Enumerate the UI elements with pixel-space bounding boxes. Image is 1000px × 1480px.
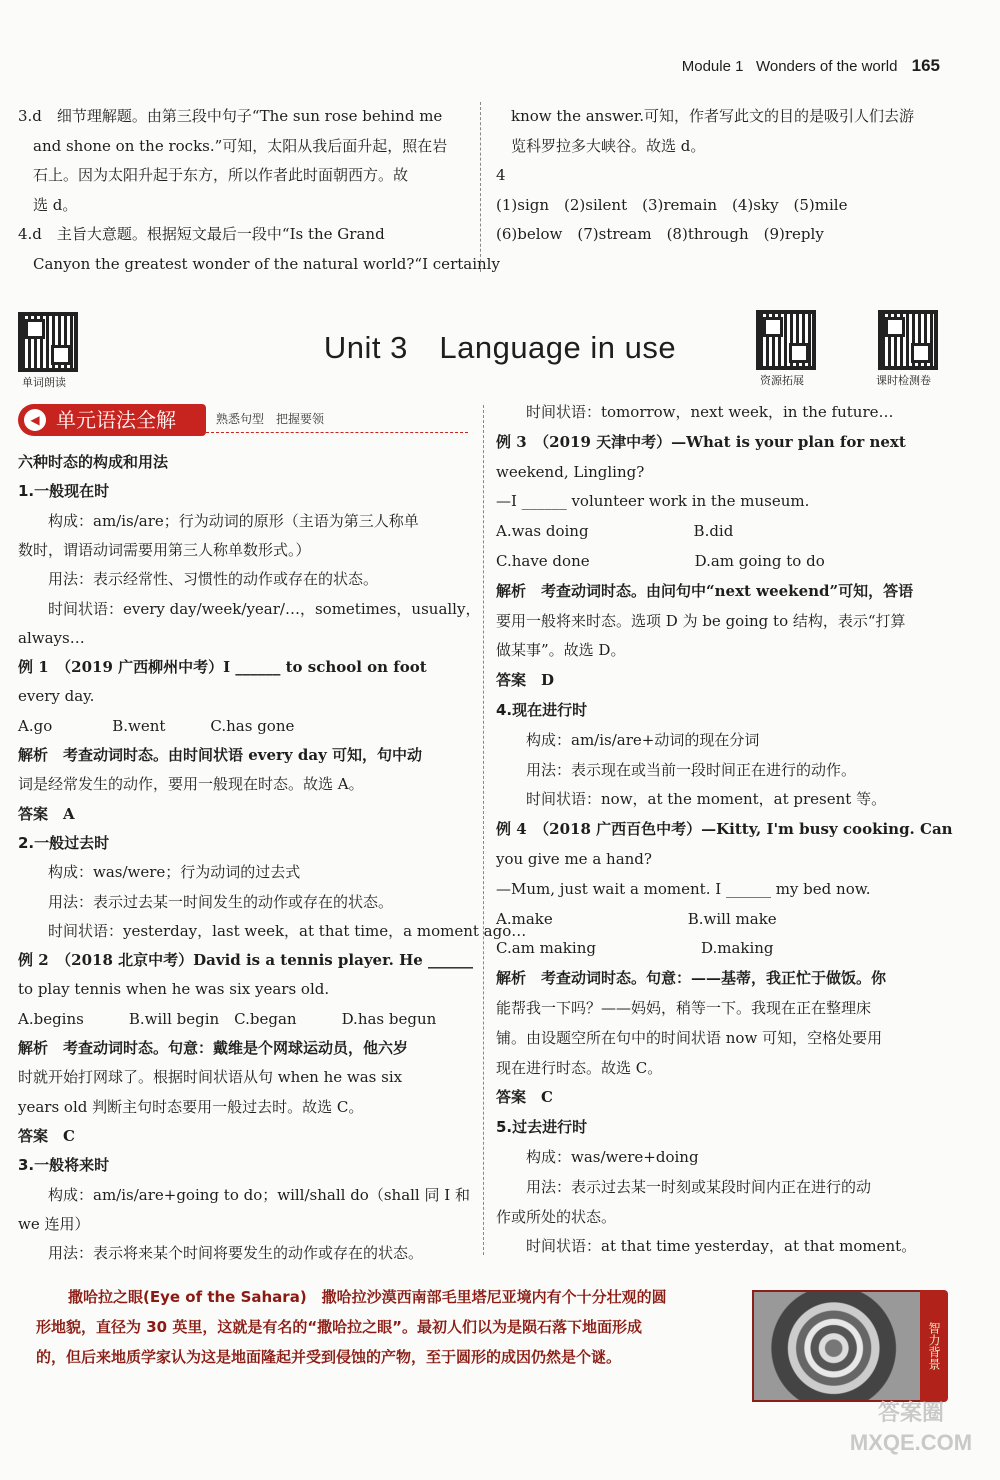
text-line: and shone on the rocks.”可知，太阳从我后面升起，照在岩 [18,136,448,155]
module-label: Module 1 [681,58,744,75]
side-tab: 智力背景 [920,1290,948,1402]
example-line: 解析 考查动词时态。由时间状语 every day 可知，句中动 [18,746,423,764]
page-header [682,56,940,76]
text-line: (1)sign (2)silent (3)remain (4)sky (5)mile [496,195,848,214]
module-title: Wonders of the world [755,58,898,75]
page-number: 165 [911,56,940,75]
unit-title: Unit 3 Language in use [323,330,677,365]
text-line: 构成：am/is/are；行为动词的原形（主语为第三人称单 [18,511,419,530]
text-line: 4.d 主旨大意题。根据短文最后一段中“Is the Grand [18,225,385,243]
example-line: 例 2 （2018 北京中考）David is a tennis player. He ______ [18,951,474,970]
text-line: A.make B.will make [496,909,777,928]
text-line: 4 [496,166,506,184]
text-line: C.am making D.making [496,939,774,958]
text-line: years old 判断主句时态要用一般过去时。故选 C。 [18,1097,364,1116]
text-line: 用法：表示经常性、习惯性的动作或存在的状态。 [18,570,379,589]
text-line: 做某事”。故选 D。 [496,641,626,660]
example-line: 例 4 （2018 广西百色中考）—Kitty, I'm busy cooking. Can [496,820,953,839]
watermark-url: MXQE.COM [849,1430,973,1455]
text-line: —I ______ volunteer work in the museum. [496,492,810,511]
section-heading: 4.现在进行时 [496,701,588,719]
sahara-eye-image [752,1290,922,1402]
speaker-icon: ◀ [24,409,46,431]
text-line: to play tennis when he was six years old. [18,980,330,999]
text-line: 时间状语：at that time yesterday，at that moment。 [496,1237,917,1256]
text-line: A.begins B.will begin C.began D.has begun [18,1009,437,1028]
text-line: (6)below (7)stream (8)through (9)reply [496,225,824,243]
qr-label-test: 课时检测卷 [876,374,931,387]
qr-label-resources: 资源拓展 [760,374,804,387]
text-line: 数时，谓语动词需要用第三人称单数形式。） [18,540,311,559]
example-line: 例 1 （2019 广西柳州中考）I ______ to school on foot [18,658,427,677]
text-line: 用法：表示现在或当前一段时间正在进行的动作。 [496,760,857,779]
text-line: —Mum, just wait a moment. I ______ my bed now. [496,879,871,898]
example-line: 例 3 （2019 天津中考）—What is your plan for next [496,432,906,451]
example-line: 答案 C [496,1088,553,1107]
column-divider-top [480,102,481,272]
section-heading: 2.一般过去时 [18,833,110,852]
text-line: 3.d 细节理解题。由第三段中句子“The sun rose behind me [18,107,443,125]
text-line: 时间状语：every day/week/year/…，sometimes，usually， [18,599,481,618]
text-line: every day. [18,687,95,706]
section-heading: 六种时态的构成和用法 [18,453,169,471]
text-line: 选 d。 [18,195,78,214]
text-line: 构成：am/is/are+going to do；will/shall do（shall 同 I 和 [18,1185,470,1204]
text-line: Canyon the greatest wonder of the natural world?“I certainly [18,254,500,273]
text-line: 时间状语：tomorrow，next week，in the future… [496,403,894,421]
text-line: 要用一般将来时态。选项 D 为 be going to 结构，表示“打算 [496,611,906,630]
text-line: 词是经常发生的动作，要用一般现在时态。故选 A。 [18,775,364,794]
text-line: 用法：表示过去某一时间发生的动作或存在的状态。 [18,892,394,911]
banner-underline [206,432,468,433]
example-line: 答案 A [18,804,75,823]
banner-subtitle: 熟悉句型 把握要领 [216,412,325,426]
text-line: know the answer.可知，作者写此文的目的是吸引人们去游 [496,107,915,125]
section-banner: 单元语法全解 [18,404,206,436]
footer-line: 形地貌，直径为 30 英里，这就是有名的“撒哈拉之眼”。最初人们以为是陨石落下地面形成 [36,1318,643,1336]
text-line: 览科罗拉多大峡谷。故选 d。 [496,136,706,155]
text-line: weekend, Lingling? [496,462,645,481]
text-line: always… [18,628,85,647]
text-line: 构成：am/is/are+动词的现在分词 [496,730,760,749]
footer-line: 的，但后来地质学家认为这是地面隆起并受到侵蚀的产物，至于圆形的成因仍然是个谜。 [36,1348,622,1366]
example-line: 解析 考查动词时态。由问句中“next weekend”可知，答语 [496,581,914,600]
text-line: you give me a hand? [496,850,652,868]
footer-line: 撒哈拉之眼(Eye of the Sahara) 撒哈拉沙漠西南部毛里塔尼亚境内有个十分壮观的圆 [68,1288,667,1306]
text-line: 时就开始打网球了。根据时间状语从句 when he was six [18,1068,403,1087]
text-line: A.go B.went C.has gone [18,716,295,735]
watermark [836,1398,986,1474]
example-line: 解析 考查动词时态。句意：——基蒂，我正忙于做饭。你 [496,969,887,988]
section-heading: 1.一般现在时 [18,482,110,501]
text-line: 能帮我一下吗？——妈妈，稍等一下。我现在正在整理床 [496,999,872,1017]
text-line: we 连用） [18,1214,90,1233]
watermark-cn: 答案圈 [877,1400,944,1425]
text-line: 用法：表示将来某个时间将要发生的动作或存在的状态。 [18,1244,424,1263]
text-line: A.was doing B.did [496,522,734,541]
qr-label-word-reading: 单词朗读 [22,376,66,389]
text-line: 时间状语：now，at the moment，at present 等。 [496,790,887,809]
text-line: 构成：was/were；行为动词的过去式 [18,863,301,882]
text-line: 现在进行时态。故选 C。 [496,1058,663,1077]
text-line: C.have done D.am going to do [496,552,825,570]
text-line: 铺。由设题空所在句中的时间状语 now 可知，空格处要用 [496,1028,883,1047]
text-line: 时间状语：yesterday，last week，at that time，a moment ago… [18,921,527,940]
example-line: 解析 考查动词时态。句意：戴维是个网球运动员，他六岁 [18,1039,409,1057]
text-line: 作或所处的状态。 [496,1207,617,1226]
example-line: 答案 C [18,1126,75,1145]
text-line: 用法：表示过去某一时刻或某段时间内正在进行的动 [496,1177,872,1196]
text-line: 构成：was/were+doing [496,1148,699,1166]
text-line: 石上。因为太阳升起于东方，所以作者此时面朝西方。故 [18,166,409,184]
example-line: 答案 D [496,671,555,690]
section-heading: 3.一般将来时 [18,1156,110,1175]
column-divider [483,405,484,1255]
section-heading: 5.过去进行时 [496,1118,588,1137]
